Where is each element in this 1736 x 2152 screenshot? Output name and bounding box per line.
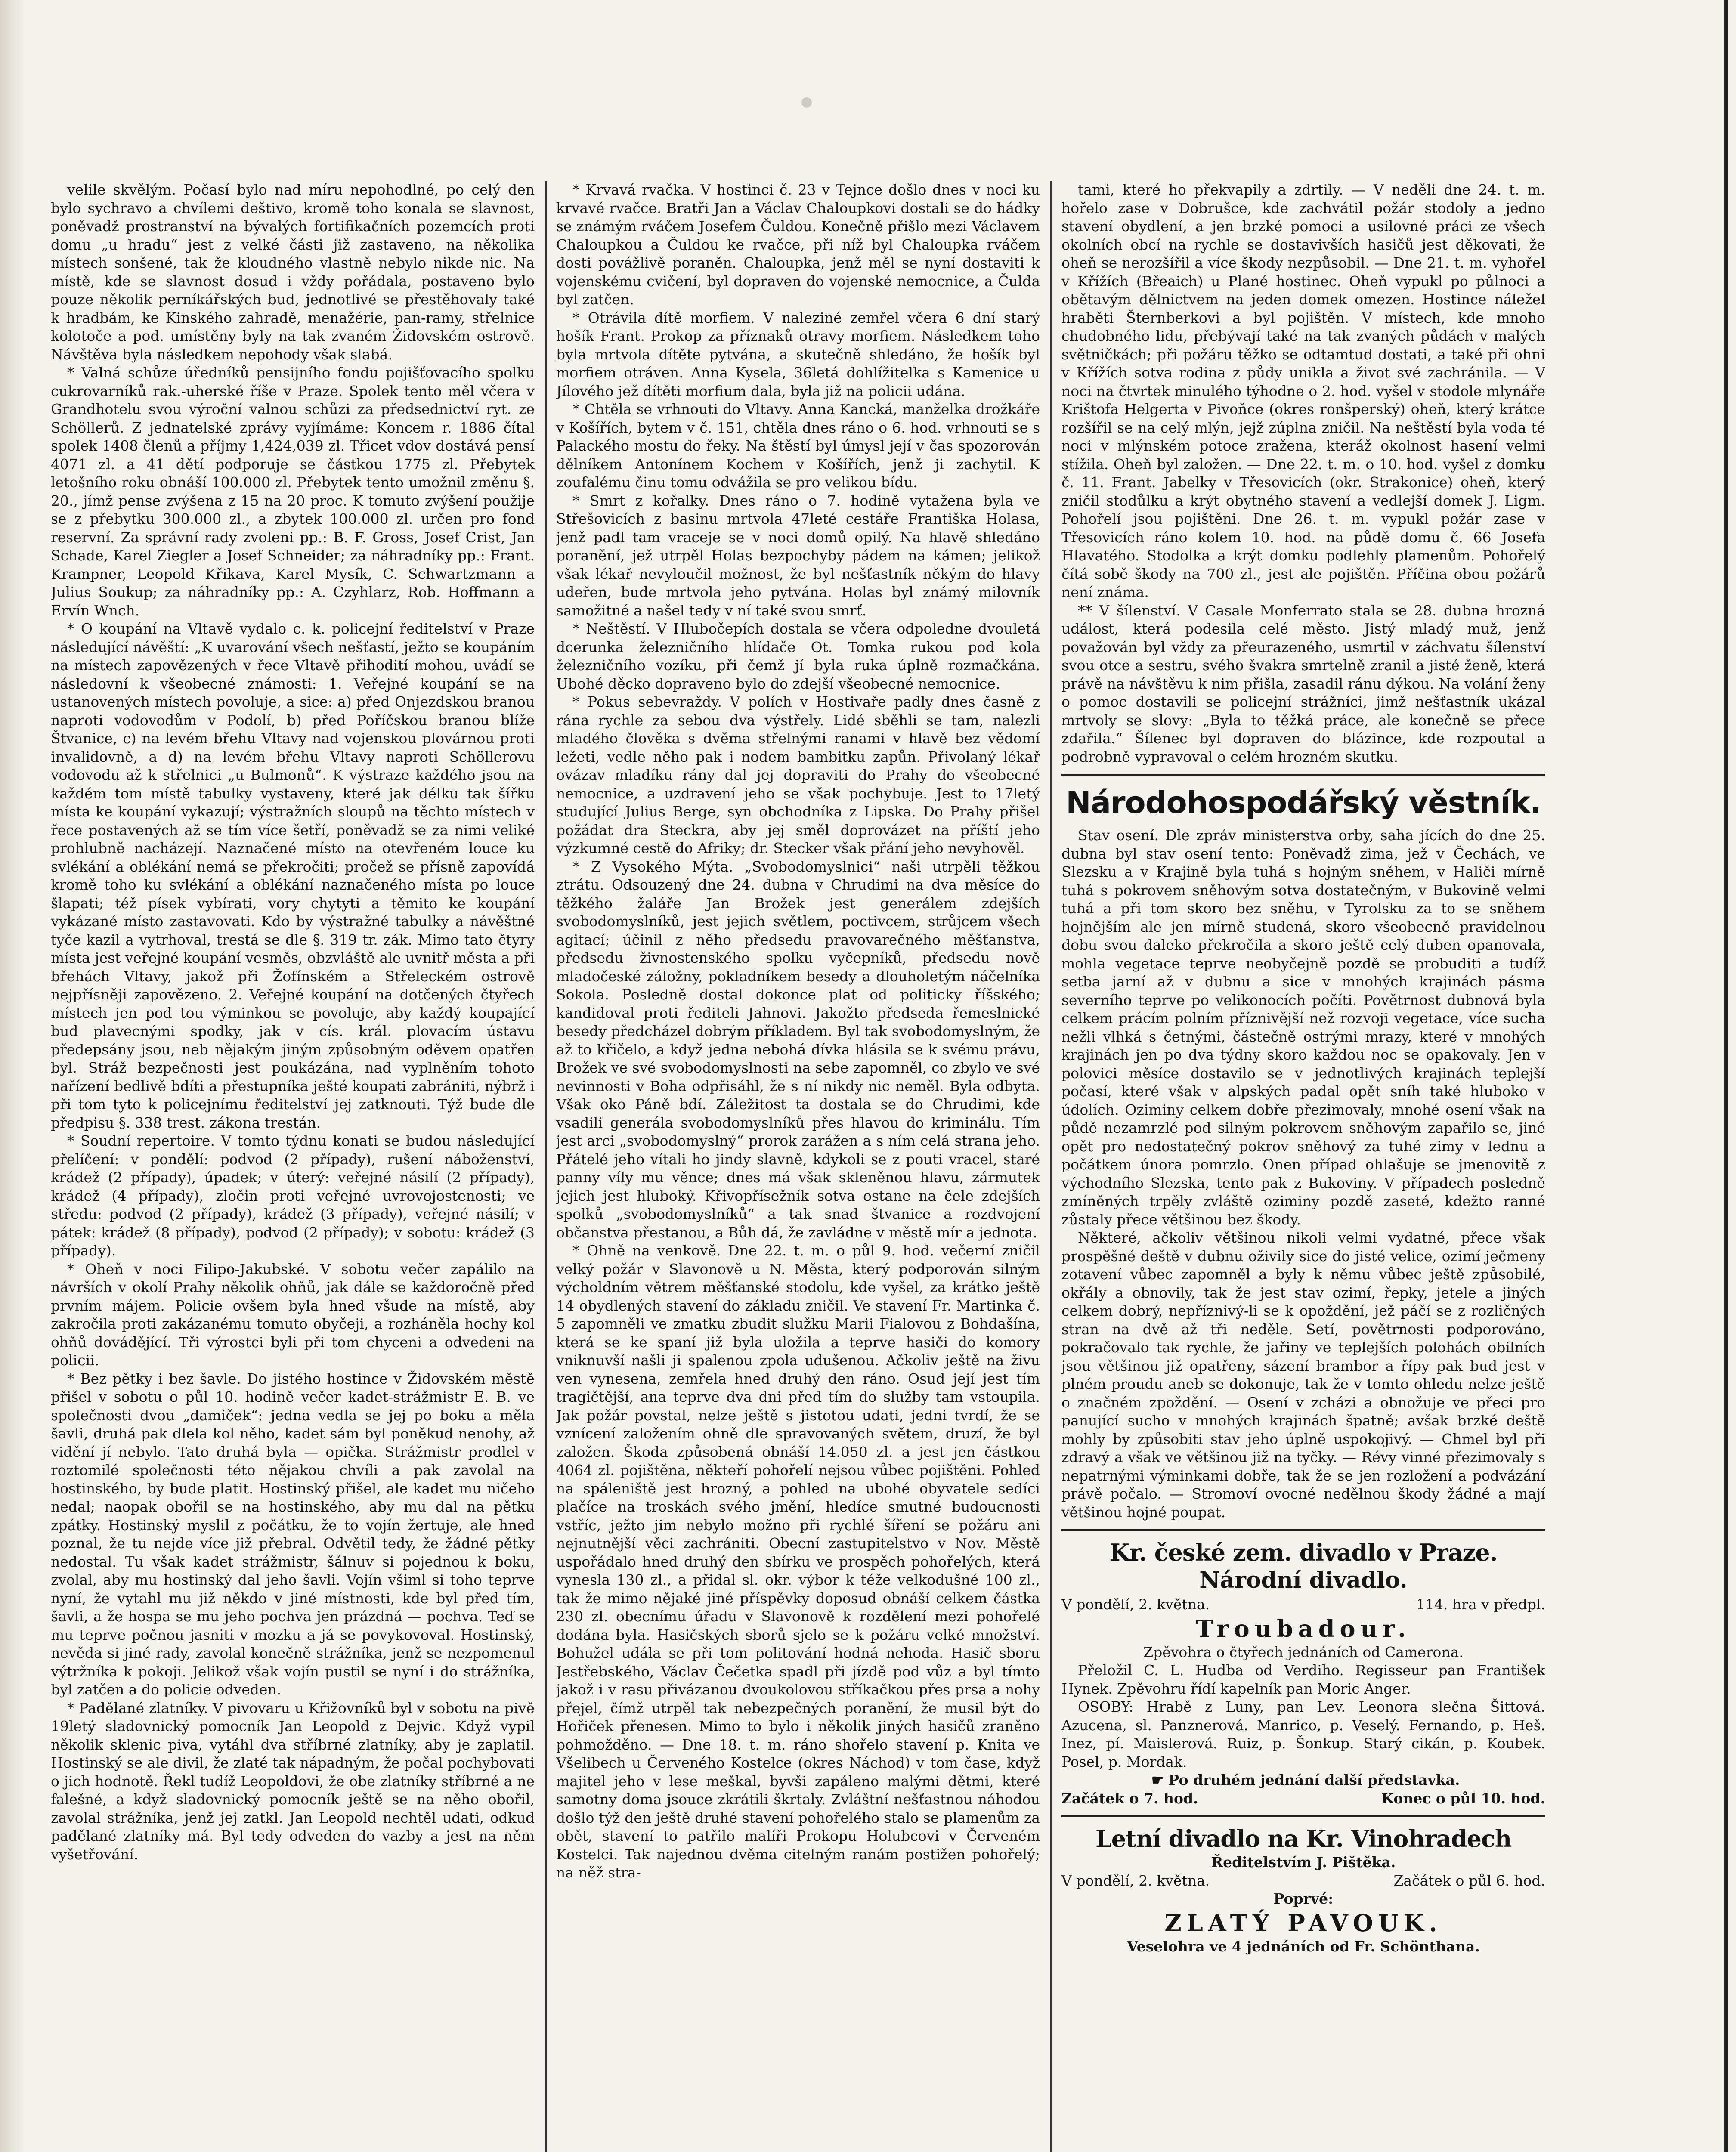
- theater-subheading: Národní divadlo.: [1199, 1567, 1408, 1593]
- article-fires-continued: tami, které ho překvapily a zdrtily. — V neděli dne 24. t. m. hořelo zase v Dobrušce, kde zachvátil požár stodoly a jedno stavení obydlení, a jen brzké pomoci a usilovné práci ze všech okolních obcí na rychle se dostavivších hasičů jest děkovati, že oheň se nerozšířil a více škody nezpůsobil. — Dne 21. t. m. vyhořel v Křížích (Břeaich) u Plané hostinec. Oheň vypukl po půlnoci a obětavým dělnictvem na jeden domek omezen. Hostince náležel hraběti Šternberkovi a byl pojištěn. V místech, kde mnoho chudobného lidu, přebývají také na tak zvaných půdách v malých světničkách; při požáru těžko se odtamtud dostati, a také při ohni v Křížích sotva rodina z půdy unikla a život své zachránila. — V noci na čtvrtek minulého týhodne o 2. hod. vyšel v stodole mlynáře Krištofa Helgerta v Pivoňce (okres ronšperský) oheň, který krátce rozšířil se na celý mlýn, jejž zúplna zničil. Na neštěstí byla voda té noci v mlýnském potoce zražena, kteráž okolnost hasení velmi stížila. Oheň byl založen. — Dne 22. t. m. o 10. hod. vyšel z domku č. 11. Frant. Jabelky v Třesovicích (okr. Strakonice) oheň, který zničil stodůlku a krýt obytného stavení a vedlejší domek J. Ligm. Pohořelí jsou pojištěni. Dne 26. t. m. vypukl požár zase v Třesovicích ráno kolem 10. hod. na půdě domu č. 66 Josefa Hlavatého. Stodolka a krýt domku podlehly plamenům. Pohořelý čítá sobě škody na 700 zl., jest ale pojištěn. Příčina obou požárů není známa.: [1061, 181, 1545, 600]
- summer-play-credits: Veselohra ve 4 jednáních od Fr. Schönthana.: [1127, 1938, 1480, 1955]
- article-vltava: * Chtěla se vrhnouti do Vltavy. Anna Kancká, manželka drožkáře v Košířích, bytem v č. 151, chtěla dnes ráno o 6. hod. vrhnouti se s Palackého mostu do řeky. Na štěstí byl úmysl její v čas spozorován dělníkem Antonínem Kochem v Košířích, jenž ji zachytil. K zoufalému činu tomu odvážila se pro velikou bídu.: [556, 401, 1040, 491]
- article-pension-fund: * Valná schůze úředníků pensijního fondu pojišťovacího spolku cukrovarníků rak.-uherské říše v Praze. Spolek tento měl včera v Grandhotelu svou výroční valnou schůzi za předsednictví ryt. ze Schöllerů. Z jednatelské zprávy vyjímáme: Koncem r. 1886 čítal spolek 1408 členů a příjmy 1,424,039 zl. Třicet vdov dostává pensí 4071 zl. a 41 dětí podporuje se částkou 1775 zl. Přebytek letošního roku obnáší 100.000 zl. Přebytek tento umožnil změnu §. 20., jímž pense zvýšena z 15 na 20 proc. K tomuto zvýšení použije se z přebytku 300.000 zl., a zbytek 100.000 zl. určen pro fond reservní. Za správní rady zvoleni pp.: B. F. Gross, Josef Crist, Jan Schade, Karel Ziegler a Josef Schneider; za náhradníky pp.: Frant. Krampner, Leopold Křikava, Karel Mysík, C. Schwartzmann a Julius Soukup; za náhradníky pp.: A. Czyhlarz, Rob. Hoffmann a Ervín Wnch.: [51, 364, 535, 619]
- theater-times-row: [1061, 1790, 1545, 1808]
- column-2: [556, 181, 1040, 2152]
- play-credits: Přeložil C. L. Hudba od Verdiho. Regisseur pan František Hynek. Zpěvohru řídí kapelník pan Moric Anger.: [1061, 1662, 1545, 1697]
- theater-heading: Kr. české zem. divadlo v Praze.: [1109, 1539, 1498, 1566]
- summer-theater-time: Začátek o půl 6. hod.: [1393, 1872, 1545, 1889]
- economy-weather: Některé, ačkoliv většinou nikoli velmi vydatné, přece však prospěšné deště v dubnu oživily sice do jisté velice, ozimí ječmeny zotavení vůbec zapomněl a byly k němu vůbec ještě způsobilé, okřály a obnovily, tak že jest stav ozimí, řepky, jetele a jiných celkem dobrý, nepříznivý-li se k opoždění, jež páčí se z rozličných stran na dvě až tři neděle. Setí, povětrnosti podporováno, pokračovalo tak rychle, že jařiny ve teplejších polohách obilních jsou většinou již opatřeny, sázení brambor a řípy pak bud jest v plném proudu aneb se dokonuje, tak že v tomto ohledu nelze ještě o značném zpoždění. — Osení v zcházi a obnožuje ve přeci pro panující sucho v mnohých krajinách špatně; avšak brzké deště mohly by způsobiti stav jeho úplně uspokojivý. — Chmel byl při zdravý a však ve většinou již na tyčky. — Révy vinné přezimovaly s nepatrnými výminkami dobře, tak že se jen rozložení a podvázání právě počalo. — Stromoví ovocné nedělnou škody žádné a mají většinou hojné poupat.: [1061, 1229, 1545, 1521]
- page-edge: [0, 0, 25, 2152]
- section-divider: [1061, 1815, 1545, 1817]
- article-accident: * Neštěstí. V Hlubočepích dostala se včera odpoledne dvouletá dcerunka železničního hlídače Ot. Tomka rukou pod kola železničního vozíku, při čemž jí byla ruka úplně rozmačkána. Ubohé děcko dopraveno bylo do zdejší všeobecné nemocnice.: [556, 620, 1040, 692]
- column-3: [1061, 181, 1545, 2152]
- theater-sequence: 114. hra v předpl.: [1416, 1596, 1545, 1613]
- theater-date: V pondělí, 2. května.: [1061, 1596, 1210, 1613]
- section-divider: [1061, 1529, 1545, 1531]
- economy-section-title: Národohospodářský věstník.: [1066, 785, 1541, 820]
- article-morphine: * Otrávila dítě morfiem. V naleziné zemřel včera 6 dní starý hošík Frant. Prokop za příznaků otravy morfiem. Následkem toho byla mrtvola dítěte pytvána, a skutečně shledáno, že hošík byl morfiem otráven. Anna Kysela, 36letá dohlížitelka s Kamenice u Jílového jež dítěti morfium dala, byla již na policii udána.: [556, 309, 1040, 399]
- theater-notice: [1061, 1771, 1545, 1790]
- summer-theater-heading: Letní divadlo na Kr. Vinohradech: [1095, 1825, 1512, 1852]
- section-divider: [1061, 774, 1545, 776]
- article-death-liquor: * Smrt z kořalky. Dnes ráno o 7. hodině vytažena byla ve Střešovicích z basinu mrtvola 47leté cestáře Františka Holasa, jenž padl tam vraceje se v noci domů opilý. Na hlavě shledáno poranění, jež utrpěl Holas bezpochyby pádem na kámen; jelikož však lékař nevyloučil možnost, že byl nešťastník někým do hlavy udeřen, bude mrtvola jeho pytvána. Holas byl známý milovník samožitné a našel tedy v ní také svou smrť.: [556, 492, 1040, 619]
- article-court: * Soudní repertoire. V tomto týdnu konati se budou následující přelíčení: v pondělí: podvod (2 případy), rušení náboženství, krádež (2 případy), úpadek; v úterý: veřejné násilí (2 případy), krádež (4 případy), zločin proti veřejné uvrovojostenosti; ve středu: podvod (2 případy), krádež (3 případy), veřejné násilí; v pátek: krádež (8 případy), podvod (2 případy); v sobotu: krádež (3 případy).: [51, 1132, 535, 1259]
- article-bloody-brawl: * Krvavá rvačka. V hostinci č. 23 v Tejnce došlo dnes v noci ku krvavé rvačce. Bratři Jan a Václav Chaloupkovi dostali se do hádky se známým rváčem Josefem Čuldou. Konečně přišlo mezi Václavem Chaloupkou a Čuldou ke rvačce, při níž byl Chaloupka rváčem dosti povážlivě poraněn. Chaloupka, jenž měl se nyní dostaviti k vojenskému cvičení, byl dopraven do vojenské nemocnice, a Čulda byl zatčen.: [556, 181, 1040, 308]
- article-counterfeit: * Padělané zlatníky. V pivovaru u Křižovníků byl v sobotu na pivě 19letý sladovnický pomocník Jan Leopold z Dejvic. Když vypil několik sklenic piva, vytáhl dva stříbrné zlatníky, aby je zaplatil. Hostinský se ale divil, že zlaté tak nápadným, že počal pochybovati o jich hodnotě. Řekl tudíž Leopoldovi, že obe zlatníky stříbrné a ne falešné, a když sladovnický pomocník ještě se na něho obořil, zavolal strážníka, jenž jej zatkl. Jan Leopold nechtěl udati, odkud padělané zlatníky má. Byl tedy odveden do vazby a jest na něm vyšetřování.: [51, 1699, 535, 1863]
- summer-play-title: ZLATÝ PAVOUK.: [1164, 1909, 1442, 1937]
- article-bathing: * O koupání na Vltavě vydalo c. k. policejní ředitelství v Praze následující návěští: „K uvarování všech nešťastí, ježto se koupáním na místech zapovězených v řece Vltavě přihodití mohou, uvádí se následovní k všeobecné známosti: 1. Veřejné koupání se na ustanovených místech povoluje, a sice: a) před Onjezdskou branou naproti vodovodům v Podolí, b) před Poříčskou branou blíže Štvanice, c) na levém břehu Vltavy nad vojenskou plovárnou proti invalidovně, a d) na levém břehu Vltavy naproti Schöllerovu vodovodu až k střelnici „u Bulmonů“. K výstraze každého jsou na každém tom místě tabulky vystaveny, které jak délku tak šířku místa ke koupání vykazují; výstražních sloupů na těchto místech v řece postavených až se tím více šetří, poněvadž se za nimi veliké prohlubně nacházejí. Naznačené místo na otevřeném louce ku svlékání a oblékání nemá se překročiti; pročež se přísně zapovídá kromě toho ku svlékání a oblékání naznačeného místa po louce šlapati; též písek vybírati, vory chytyti a těmito ke koupání vykázané místo zastavovati. Kdo by výstražné tabulky a návěštné tyče kazil a vytrhoval, trestá se dle §. 319 tr. zák. Mimo tato čtyry místa jest veřejné koupání vesměs, obzvláště ale uvnitř města a při břehách Vltavy, jakož při Žofínském a Střeleckém ostrově nejpřísněji zapovězeno. 2. Veřejné koupání na dotčených čtyřech místech jen pod tou výminkou se povoluje, aby každý koupající bud plavecnými spodky, jak v cís. král. plovacím ústavu předepsány jsou, neb nějakým jiným způsobným oděvem opatřen byl. Stráž bezpečnosti jest poukázána, nad vyplněním tohoto nařízení bedlivě bdíti a přestupníka ješté koupati zabrániti, nýbrž i při tom tyto k policejnímu ředitelství jej zatknouti. Týž bude dle předpisu §. 338 trest. zákona trestán.: [51, 620, 535, 1131]
- article-fires-night: * Oheň v noci Filipo-Jakubské. V sobotu večer zapálilo na návrších v okolí Prahy několik ohňů, jak dále se každoročně před prvním májem. Policie ovšem byla hned všude na místě, aby zakročila proti zakázanému tomuto obyčeji, a rozháněla hochy kol ohňů dovádějící. Tři výrostci byli při tom chyceni a odvedeni na policii.: [51, 1260, 535, 1369]
- play-cast: OSOBY: Hrabě z Luny, pan Lev. Leonora slečna Šittová. Azucena, sl. Panznerová. Manrico, p. Veselý. Fernando, p. Heš. Inez, pí. Maislerová. Ruiz, p. Šonkup. Starý cikán, p. Koubek. Posel, p. Mordak.: [1061, 1698, 1545, 1770]
- economy-crops: Stav osení. Dle zpráv ministerstva orby, saha jících do dne 25. dubna byl stav osení tento: Poněvadž zima, jež v Čechách, ve Slezsku a v Krajině byla tuhá s hojným sněhem, v Haliči mírně tuhá s pokrovem sněhovým sotva dostatečným, v Bukovině velmi tuhá a při tom skoro bez sněhu, v Tyrolsku za to se sněhem hojnějším ale jen mírně studená, skoro všeobecně pravidelnou dobu svou daleko překročila a skoro ještě celý duben opanovala, mohla vegetace teprve neobyčejně pozdě se probuditi a tudíž setba jarní až v dubnu a sice v mnohých krajinách pásma severního teprve po velikonocích počíti. Povětrnost dubnová byla celkem prácím polním příznivější než rozvoji vegetace, více sucha nežli vlhká s četnými, částečně ostrými mrazy, které v mnohých krajinách jen po dva týdny skoro každou noc se opakovaly. Jen v polovici měsíce dostavilo se v jednotlivých krajinách teplejší počasí, které však v alpských padal opět sníh také hluboko v údolích. Oziminy celkem dobře přezimovaly, mnohé osení však na půdě nezamrzlé pod silným pokrovem sněhovým zapařilo se, jiné opět pro nedostatečný pokrov sněhový za tuhé zimy v lednu a počátkem února pomrzlo. Onen případ ohlašuje se jmenovitě z východního Slezska, tento pak z Bukoviny. V případech posledně zmíněných trpěly zvláště oziminy pozdě zaseté, kdežto ranné zůstaly přece většinou bez škody.: [1061, 827, 1545, 1228]
- page-border: [1724, 0, 1728, 2152]
- binding-hole: [801, 97, 812, 108]
- article-rural-fires: * Ohně na venkově. Dne 22. t. m. o půl 9. hod. večerní zničil velký požár v Slavonově u N. Města, který podporován silným výcholdním větrem měšťanské stodolu, kde vyšel, za krátko ještě 14 obydlených stavení do základu zničil. Ve stavení Fr. Martinka č. 5 zapomněli ve zmatku zbudit služku Marii Fialovou z Bohdašína, která se ke spaní již byla uložila a teprve hasiči do komory vniknuvší našli ji spalenou zpola udušenou. Ačkoliv ještě na živu ven vynesena, zemřela hned druhý den ráno. Osud její jest tím tragičtější, ana teprve dva dni před tím do služby tam vstoupila. Jak požár povstal, nelze ještě s jistotou udati, jedni tvrdí, že se vznícení založením ohně dle spravovaných světem, druzí, že byl založen. Škoda způsobená obnáší 14.050 zl. a jest jen částkou 4064 zl. pojištěna, někteří pohořelí nejsou vůbec pojištěni. Pohled na spáleniště jest hrozný, a pohled na ubohé obyvatele sedíci plačíce na troskách svého jmění, hledíce smutné budoucnosti vstříc, ježto jim nebylo možno při rychlé šíření se požáru ani nejnutnější věci zachrániti. Obecní zastupitelstvo v Nov. Městě uspořádalo hned druhý den sbírku ve prospěch pohořelých, která vynesla 130 zl., a přidal sl. okr. výbor k téže velkodušné 100 zl., tak že mimo nějaké jiné příspěvky doposud obnáší celkem částka 230 zl. obecnímu úřadu v Slavonově k rozdělení mezi pohořelé dodána byla. Hasičských sborů sjelo se k požáru velké množství. Bohužel udála se při tom politování hodná nehoda. Hasič sboru Jestřebského, Václav Čečetka spadl při jízdě pod vůz a byl tímto jakož i v rasu přivázanou dvoukolovou stříkačkou přes prsa a nohy přejel, čímž utrpěl tak nebezpečných poranění, že musil být do Hořiček přenesen. Mimo to bylo i několik jiných hasičů zraněno pohmožděno. — Dne 18. t. m. ráno shořelo stavení p. Knita ve Všelibech u Červeného Kostelce (okres Náchod) v tom čase, když majitel jeho v lese meškal, byvši zapáleno malými dětmi, které samotny doma jsouce zkrátili škrtaly. Zvláštní nešťastnou náhodou došlo týž den ještě druhé stavení pohořelého stalo se plamenům za obět, stavení to patřilo malíři Prokopu Holubcovi v Červeném Kostelci. Tak najednou dvěma citelným ranám postižen pohořelý; na něž stra-: [556, 1242, 1040, 1881]
- article-fair: velile skvělým. Počasí bylo nad míru nepohodlné, po celý den bylo sychravo a chvílemi deštivo, kromě toho konala se slavnost, poněvadž prostranství na bývalých fortifikačních pozemcích proti domu „u hradu“ jest z velké části již zastaveno, na několika místech sonšené, tak že kloudného vlastně nebylo nikde nic. Na místě, kde se slavnost dosud i vždy pořádala, postaveno bylo pouze několik perníkářských bud, jednotlivé se přestěhovaly také k hradbám, ke Kinského zahradě, menažérie, pan-ramy, střelnice kolotoče a pod. umístěny byly na tak zvaném Židovském ostrově. Návštěva byla následkem nepohody však slabá.: [51, 181, 535, 363]
- summer-theater-label: Poprvé:: [1273, 1890, 1334, 1907]
- article-without-sword: * Bez pětky i bez šavle. Do jistého hostince v Židovském městě přišel v sobotu o půl 10. hodině večer kadet-strážmistr E. B. ve společnosti dvou „damiček“: jedna vedla se jej po boku a měla šavli, druhá pak dlela kol něho, kadet sám byl poněkud nenohy, až vidění jí nebylo. Tato druhá byla — opička. Strážmistr prodlel v roztomilé společnosti této nějakou chvíli a pak zavolal na hostinského, by bude platit. Hostinský přišel, ale kadet mu ničeho nedal; naopak obořil se na hostinského, aby mu dal na pětku zpátky. Hostinský myslil z počátku, že to vojín žertuje, ale hned poznal, že tu nejde více již přebral. Odvětil tedy, že žádné pětky nedostal. Tu však kadet strážmistr, šálnuv si pojednou k boku, zvolal, aby mu hostinský dal jeho šavli. Vojín všiml si toho teprve nyní, že vytahl mu již někdo v jiné místnosti, kde byl před tím, šavli, a že hospa se mu jeho pochva jen prázdná — pochva. Teď se mu teprve počnou jasniti v mozku a já se povykovoval. Hostinský, nevěda si jiné rady, zavolal konečně strážníka, jenž se nezpomenul výtržníka k pokoji. Jelikož však vojín pustil se nyní i do strážníka, byl zatčen a do policie odveden.: [51, 1370, 535, 1698]
- theater-notice-text: Po druhém jednání další představka.: [1168, 1772, 1460, 1788]
- summer-theater-date: V pondělí, 2. května.: [1061, 1872, 1210, 1889]
- theater-start: Začátek o 7. hod.: [1061, 1790, 1198, 1807]
- article-madness: ** V šílenství. V Casale Monferrato stala se 28. dubna hrozná událost, která podesila celé město. Jistý mladý muž, jenž považován byl vždy za přeurazeného, usmrtil v záchvatu šílenství svou otce a sestru, svého švakra smrtelně zranil a jisté ženě, která právě na návštěvu k nim přišla, zasadil ránu dýkou. Na volání ženy o pomoc dostavili se policejní strážníci, jimž nešťastník ukázal mrtvoly se slovy: „Byla to těžká práce, ale konečně se přece zdařila.“ Šílenec byl dopraven do blázince, kde rozpoutal a podrobně vypravoval o celém hrozném skutku.: [1061, 602, 1545, 765]
- column-divider: [1050, 181, 1052, 2152]
- pointing-hand-icon: ☛: [1151, 1772, 1164, 1788]
- article-suicide-attempt: * Pokus sebevraždy. V polích v Hostivaře padly dnes časně z rána rychle za sebou dva výstřely. Lidé sběhli se tam, nalezli mladého člověka s dvěma střelnými ranami v hlavě bez vědomí ležeti, vedle něho pak i nodem bambitku zapůn. Přivolaný lékař ovázav mladíku rány dal jej dopraviti do Prahy do všeobecné nemocnice, a uzdravení jeho se však pochybuje. Jest to 17letý studující Julius Berge, syn obchodníka z Lipska. Do Prahy přišel požádat dra Steckra, aby jej směl doprovázet na příští jeho výzkumné cestě do Afriky; dr. Stecker však přání jeho nevyhověl.: [556, 693, 1040, 856]
- play-credits: Zpěvohra o čtyřech jednáních od Camerona.: [1143, 1643, 1464, 1660]
- theater-end: Konec o půl 10. hod.: [1381, 1790, 1545, 1807]
- theater-date-row: [1061, 1595, 1545, 1614]
- summer-theater-direction: Ředitelstvím J. Pištěka.: [1211, 1854, 1396, 1871]
- article-vysoke-myto: * Z Vysokého Mýta. „Svobodomyslnici“ naši utrpěli těžkou ztrátu. Odsouzený dne 24. dubna v Chrudimi na dva měsíce do těžkého žaláře Jan Brožek jest generálem zdejších svobodomyslníků, jest jejich světlem, poctivcem, strůjcem všech agitací; účinil z něho předsedu pravovarečného měšťanstva, předsedu živnostenského spolku vyčepníků, předsedu nově mladočeské záložny, pokladníkem besedy a dlouholetým náčelníka Sokola. Posledně dostal dokonce plat od politicky říšského; kandidoval proti řediteli Jahnovi. Jakožto předseda řemeslnické besedy předcházel dobrým příkladem. Byl tak svobodomyslným, že až to křičelo, a když jedna nebohá dívka hlásila se k svému právu, Brožek ve své svobodomyslnosti na sebe zapomněl, co zbylo ve své nevinnosti v Boha odpřisáhl, že s ní nikdy nic neměl. Byla odbyta. Však oko Páně bdí. Záležitost ta dostala se do Chrudimi, kde vsadili generála svobodomyslníků přes hlavou do kriminálu. Tím jest arci „svobodomyslný“ prorok zarážen a s ním celá strana jeho. Přátelé jeho vítali ho jindy slavně, kdykoli se z pouti vracel, staré panny víly mu věnce; dnes má však skleněnou hlavu, zármutek jejich jest hluboký. Křivopřísežník sotva ostane na čele zdejších spolků „svobodomyslníků“ a tak snad štvanice a rozdvojení občanstva přestanou, a Bůh dá, že zavládne v městě mír a jednota.: [556, 858, 1040, 1241]
- summer-theater-date-row: [1061, 1872, 1545, 1890]
- column-1: [51, 181, 535, 2152]
- play-title: Troubadour.: [1195, 1614, 1411, 1642]
- column-divider: [545, 181, 547, 2152]
